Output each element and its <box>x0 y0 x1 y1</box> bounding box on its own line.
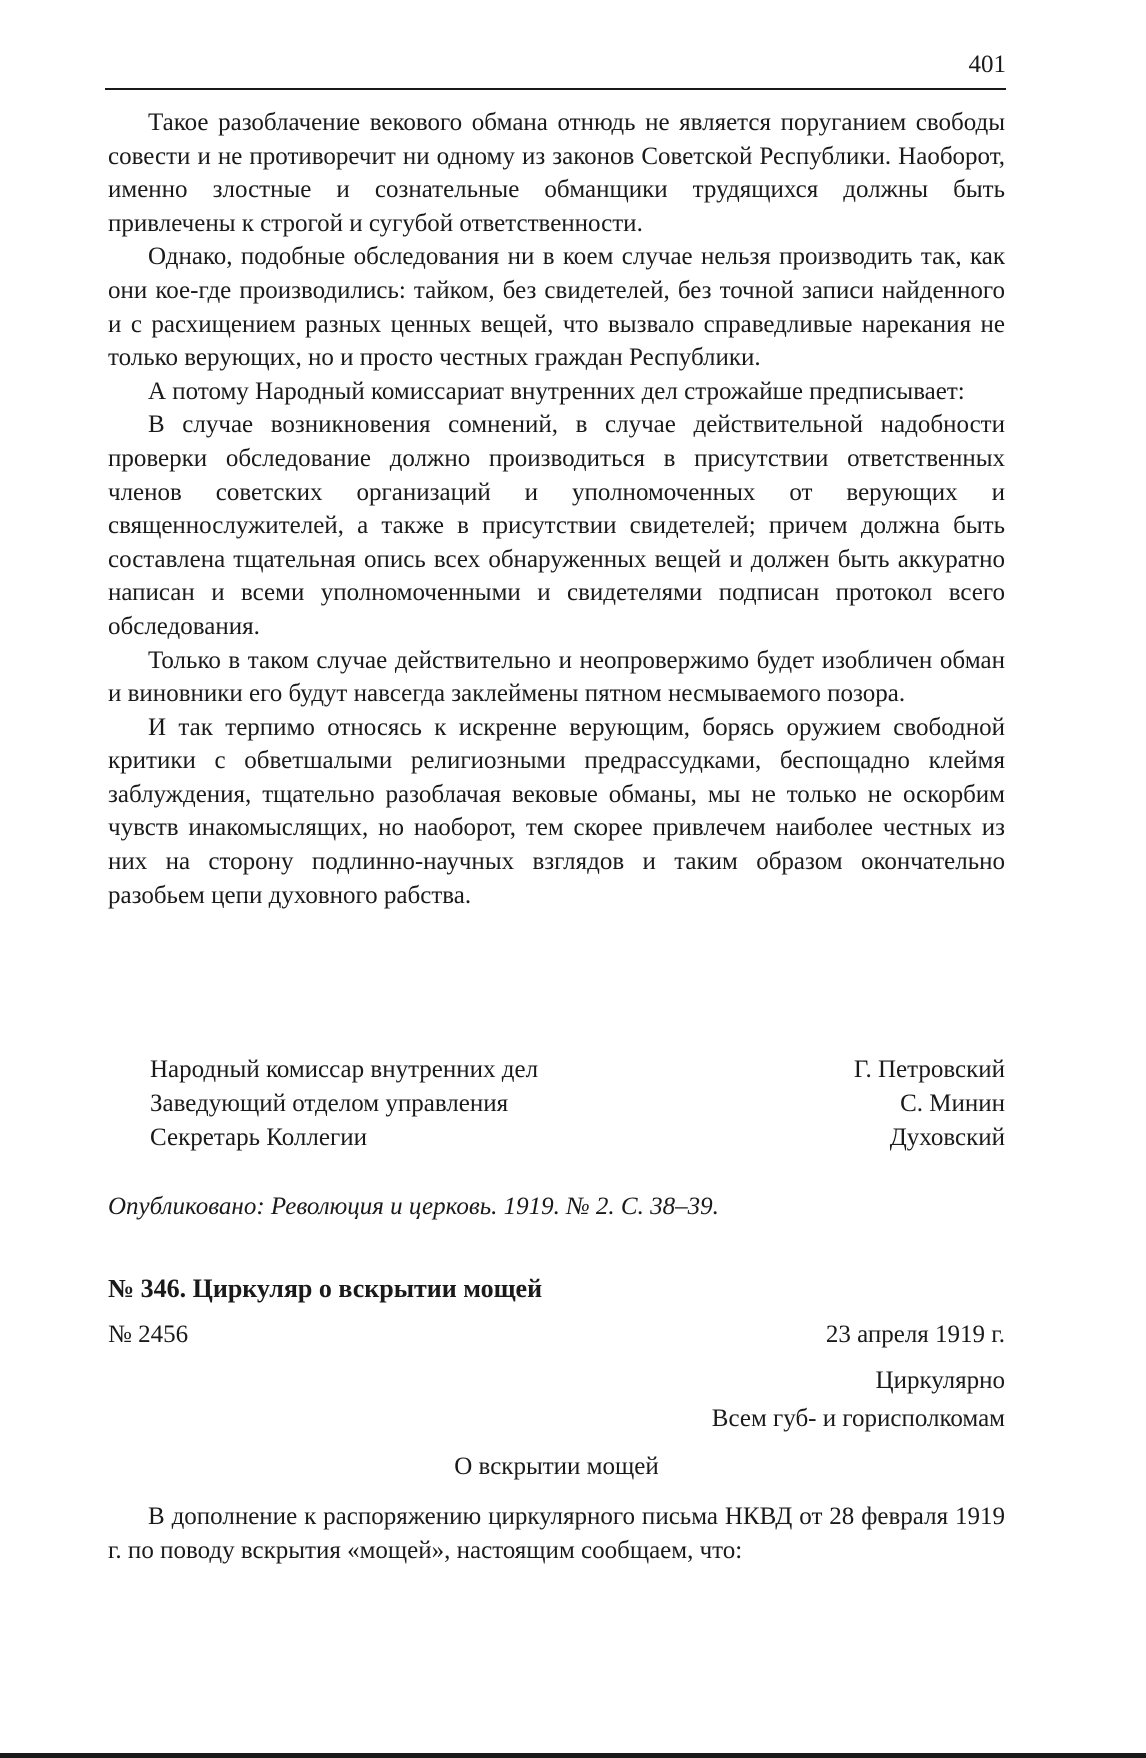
paragraph: И так терпимо относясь к искренне верующим, борясь оружием свободной критики с обветшалыми религиозными предрассудками, беспощадно клеймя заблуждения, тщательно разоблачая вековые обманы, мы не только не оскорбим чувств инакомыслящих, но наоборот, тем скорее привлечем наиболее честных из них на сторону подлинно-научных взглядов и таким образом окончательно разобьем цепи духовного рабства. <box>108 713 1005 909</box>
document-date: 23 апреля 1919 г. <box>825 1321 1005 1348</box>
addressee-line: Всем губ- и горисполкомам <box>711 1405 1005 1432</box>
document-meta <box>108 1318 1005 1352</box>
signatory-name: С. Минин <box>900 1090 1005 1117</box>
signature-row <box>150 1053 1005 1087</box>
intro-text <box>108 1500 1005 1567</box>
signatory-name: Г. Петровский <box>853 1056 1005 1083</box>
signatory-name: Духовский <box>889 1124 1005 1151</box>
signatory-position: Народный комиссар внутренних дел <box>150 1056 539 1083</box>
page-bottom-edge <box>0 1753 1146 1758</box>
paragraph: Однако, подобные обследования ни в коем случае нельзя производить так, как они кое-где производились: тайком, без свидетелей, без точной записи найденного и с расхищением разных ценных вещей, что вызвало справедливые нарекания не только верующих, но и просто честных граждан Республики. <box>108 243 1005 372</box>
body-text <box>108 106 1005 912</box>
paragraph: А потому Народный комиссариат внутренних дел строжайше предписывает: <box>148 377 965 405</box>
signatory-position: Секретарь Коллегии <box>150 1124 367 1151</box>
document-subject: О вскрытии мощей <box>454 1453 659 1480</box>
paragraph: В случае возникновения сомнений, в случае действительной надобности проверки обследование должно производиться в присутствии ответственных членов советских организаций и уполномоченных от верующих и священнослужителей, а также в присутствии свидетелей; причем должна быть составлена тщательная опись всех обнаруженных вещей и должен быть аккуратно написан и всеми уполномоченными и свидетелями подписан протокол всего обследования. <box>108 411 1005 640</box>
publication-note: Опубликовано: Революция и церковь. 1919. № 2. С. 38–39. <box>108 1193 719 1220</box>
paragraph: Такое разоблачение векового обмана отнюдь не является поруганием свободы совести и не противоречит ни одному из законов Советской Республики. Наоборот, именно злостные и сознательные обманщики трудящихся должны быть привлечены к строгой и сугубой ответственности. <box>108 109 1005 237</box>
paragraph: В дополнение к распоряжению циркулярного письма НКВД от 28 февраля 1919 г. по поводу вскрытия «мощей», настоящим сообщаем, что: <box>108 1503 1005 1564</box>
signatory-position: Заведующий отделом управления <box>150 1090 509 1117</box>
paragraph: Только в таком случае действительно и неопровержимо будет изобличен обман и виновники его будут навсегда заклеймены пятном несмываемого позора. <box>108 646 1005 708</box>
page-number: 401 <box>968 51 1006 78</box>
document-title: № 346. Циркуляр о вскрытии мощей <box>108 1274 543 1303</box>
signature-row <box>150 1087 1005 1121</box>
header-rule <box>105 88 1006 90</box>
addressee-line: Циркулярно <box>875 1367 1005 1394</box>
addressee-block <box>712 1362 1005 1438</box>
document-number: № 2456 <box>108 1321 189 1348</box>
signature-row <box>150 1121 1005 1155</box>
signature-block <box>150 1053 1005 1155</box>
